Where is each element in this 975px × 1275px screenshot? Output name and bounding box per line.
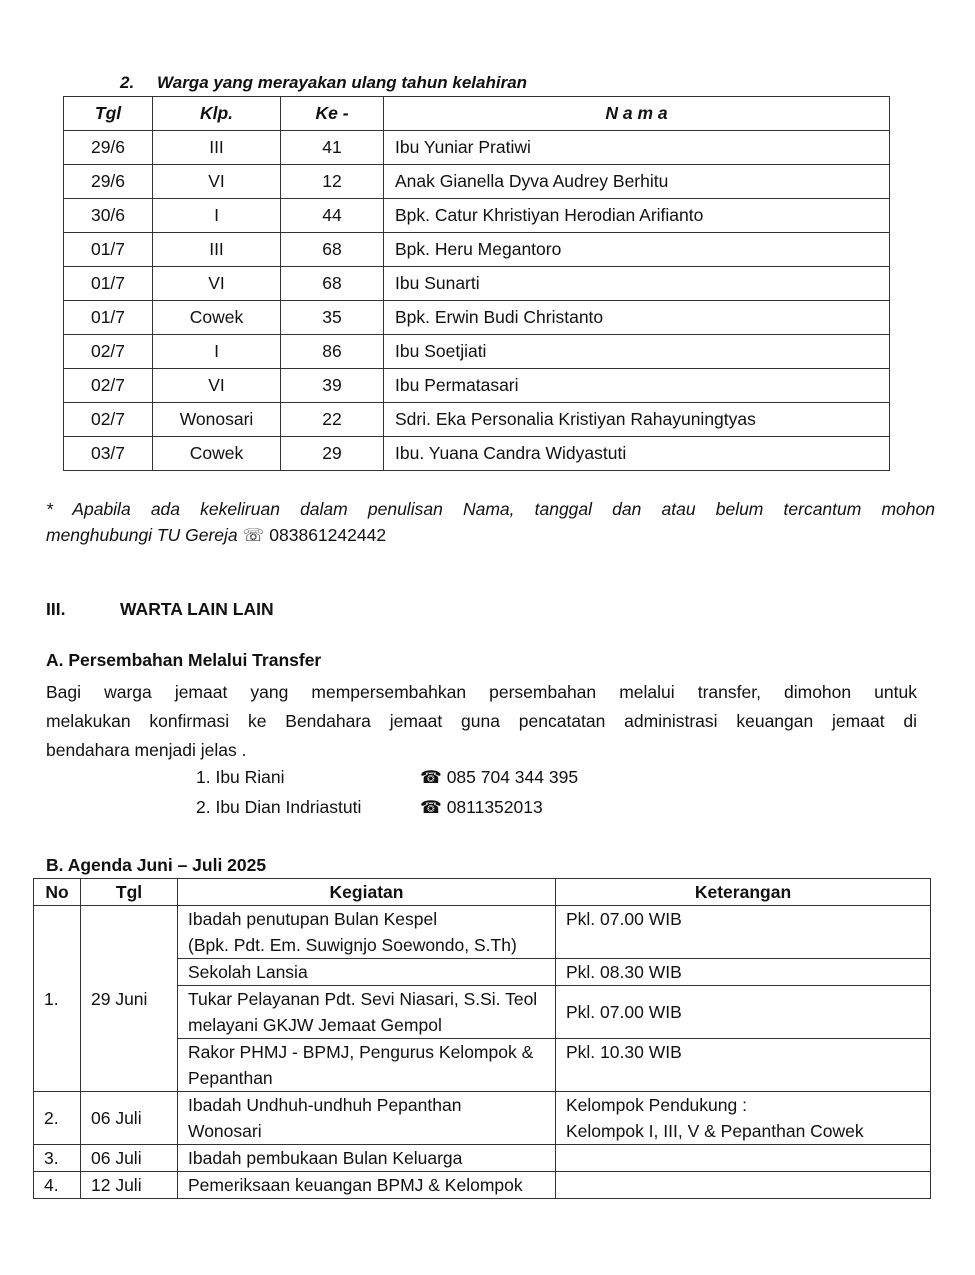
cell-nama: Bpk. Catur Khristiyan Herodian Arifianto [384, 199, 890, 233]
agenda-table [33, 878, 931, 1199]
cell-nama: Ibu. Yuana Candra Widyastuti [384, 437, 890, 471]
cell-no: 2. [34, 1092, 81, 1145]
cell-ke: 12 [281, 165, 384, 199]
cell-keterangan [556, 1172, 931, 1199]
cell-tgl: 02/7 [64, 369, 153, 403]
table-row [64, 165, 890, 199]
header-kegiatan: Kegiatan [178, 879, 556, 906]
cell-tgl: 12 Juli [81, 1172, 178, 1199]
cell-ke: 41 [281, 131, 384, 165]
paragraph-line-2: melakukan konfirmasi ke Bendahara jemaat guna pencatatan administrasi keuangan jemaat di [46, 711, 917, 731]
cell-klp: Cowek [153, 301, 281, 335]
cell-no: 1. [34, 906, 81, 1092]
cell-ke: 44 [281, 199, 384, 233]
table-row [64, 403, 890, 437]
kegiatan-line: Pemeriksaan keuangan BPMJ & Kelompok [188, 1175, 523, 1195]
cell-klp: Wonosari [153, 403, 281, 437]
contact-phone [420, 797, 543, 818]
kegiatan-line: melayani GKJW Jemaat Gempol [188, 1015, 442, 1035]
table-row [64, 301, 890, 335]
telephone-icon: ☎ [420, 797, 442, 817]
table-row [34, 1092, 931, 1145]
kegiatan-line: Sekolah Lansia [188, 962, 308, 982]
cell-nama: Ibu Permatasari [384, 369, 890, 403]
cell-klp: VI [153, 267, 281, 301]
cell-keterangan: Pkl. 08.30 WIB [556, 959, 931, 986]
agenda-title: B. Agenda Juni – Juli 2025 [46, 855, 267, 875]
cell-ke: 68 [281, 233, 384, 267]
paragraph-line-1: Bagi warga jemaat yang mempersembahkan persembahan melalui transfer, dimohon untuk [46, 682, 917, 702]
note-line-1: * Apabila ada kekeliruan dalam penulisan Nama, tanggal dan atau belum tercantum mohon [46, 499, 935, 519]
cell-keterangan [556, 1092, 931, 1145]
cell-nama: Bpk. Heru Megantoro [384, 233, 890, 267]
cell-nama: Ibu Soetjiati [384, 335, 890, 369]
header-nama: N a m a [384, 97, 890, 131]
cell-klp: III [153, 131, 281, 165]
table-row [64, 437, 890, 471]
cell-kegiatan [178, 1039, 556, 1092]
cell-tgl: 29 Juni [81, 906, 178, 1092]
cell-ke: 39 [281, 369, 384, 403]
header-keterangan: Keterangan [556, 879, 931, 906]
section-number: 2. [120, 73, 135, 92]
table-row [64, 267, 890, 301]
header-tgl: Tgl [81, 879, 178, 906]
transfer-paragraph [46, 678, 917, 765]
section-3-number: III. [46, 599, 66, 619]
cell-keterangan: Pkl. 10.30 WIB [556, 1039, 931, 1092]
cell-nama: Anak Gianella Dyva Audrey Berhitu [384, 165, 890, 199]
cell-tgl: 01/7 [64, 267, 153, 301]
keterangan-line: Kelompok Pendukung : [566, 1095, 747, 1115]
contact-phone-number: 085 704 344 395 [446, 767, 579, 787]
cell-keterangan: Pkl. 07.00 WIB [556, 986, 931, 1039]
cell-tgl: 06 Juli [81, 1092, 178, 1145]
cell-kegiatan [178, 1092, 556, 1145]
cell-ke: 35 [281, 301, 384, 335]
kegiatan-line: Rakor PHMJ - BPMJ, Pengurus Kelompok & [188, 1042, 534, 1062]
paragraph-line-3: bendahara menjadi jelas . [46, 740, 247, 760]
cell-klp: I [153, 335, 281, 369]
cell-kegiatan [178, 986, 556, 1039]
note-phone: 083861242442 [269, 525, 387, 545]
cell-tgl: 01/7 [64, 233, 153, 267]
cell-klp: VI [153, 369, 281, 403]
cell-klp: Cowek [153, 437, 281, 471]
cell-ke: 29 [281, 437, 384, 471]
cell-kegiatan [178, 1172, 556, 1199]
cell-tgl: 29/6 [64, 165, 153, 199]
cell-ke: 86 [281, 335, 384, 369]
cell-nama: Ibu Sunarti [384, 267, 890, 301]
cell-keterangan [556, 1145, 931, 1172]
cell-ke: 22 [281, 403, 384, 437]
table-row [64, 233, 890, 267]
header-klp: Klp. [153, 97, 281, 131]
contact-phone-number: 0811352013 [446, 797, 543, 817]
cell-tgl: 03/7 [64, 437, 153, 471]
cell-klp: III [153, 233, 281, 267]
table-row [64, 131, 890, 165]
table-row [34, 1145, 931, 1172]
transfer-title: A. Persembahan Melalui Transfer [46, 650, 322, 670]
cell-tgl: 02/7 [64, 403, 153, 437]
header-tgl: Tgl [64, 97, 153, 131]
section-3-title: WARTA LAIN LAIN [120, 599, 274, 619]
kegiatan-line: Ibadah Undhuh-undhuh Pepanthan [188, 1095, 462, 1115]
note-line-2: menghubungi TU Gereja [46, 525, 238, 545]
table-row [64, 199, 890, 233]
table-header-row [34, 879, 931, 906]
kegiatan-line: Ibadah penutupan Bulan Kespel [188, 909, 438, 929]
header-no: No [34, 879, 81, 906]
contact-phone [420, 767, 578, 788]
telephone-icon: ☎ [420, 767, 442, 787]
cell-kegiatan [178, 1145, 556, 1172]
cell-kegiatan [178, 906, 556, 959]
cell-kegiatan [178, 959, 556, 986]
keterangan-line: Kelompok I, III, V & Pepanthan Cowek [566, 1121, 864, 1141]
contact-name: 2. Ibu Dian Indriastuti [196, 797, 362, 817]
table-row [34, 906, 931, 959]
cell-nama: Sdri. Eka Personalia Kristiyan Rahayuningtyas [384, 403, 890, 437]
contact-name: 1. Ibu Riani [196, 767, 285, 787]
kegiatan-line: Pepanthan [188, 1068, 273, 1088]
header-ke: Ke - [281, 97, 384, 131]
cell-tgl: 02/7 [64, 335, 153, 369]
table-row [64, 369, 890, 403]
cell-keterangan: Pkl. 07.00 WIB [556, 906, 931, 959]
section-title: Warga yang merayakan ulang tahun kelahiran [157, 73, 528, 92]
kegiatan-line: Wonosari [188, 1121, 262, 1141]
cell-no: 4. [34, 1172, 81, 1199]
cell-tgl: 29/6 [64, 131, 153, 165]
cell-nama: Bpk. Erwin Budi Christanto [384, 301, 890, 335]
cell-tgl: 01/7 [64, 301, 153, 335]
correction-note [46, 496, 935, 548]
cell-no: 3. [34, 1145, 81, 1172]
cell-tgl: 06 Juli [81, 1145, 178, 1172]
table-row [64, 335, 890, 369]
birthday-table [63, 96, 890, 471]
cell-klp: I [153, 199, 281, 233]
cell-ke: 68 [281, 267, 384, 301]
phone-icon: ☏ [242, 525, 265, 545]
cell-nama: Ibu Yuniar Pratiwi [384, 131, 890, 165]
table-header-row [64, 97, 890, 131]
cell-klp: VI [153, 165, 281, 199]
table-row [34, 1172, 931, 1199]
cell-tgl: 30/6 [64, 199, 153, 233]
kegiatan-line: Ibadah pembukaan Bulan Keluarga [188, 1148, 463, 1168]
kegiatan-line: Tukar Pelayanan Pdt. Sevi Niasari, S.Si. Teol [188, 989, 538, 1009]
kegiatan-line: (Bpk. Pdt. Em. Suwignjo Soewondo, S.Th) [188, 935, 517, 955]
